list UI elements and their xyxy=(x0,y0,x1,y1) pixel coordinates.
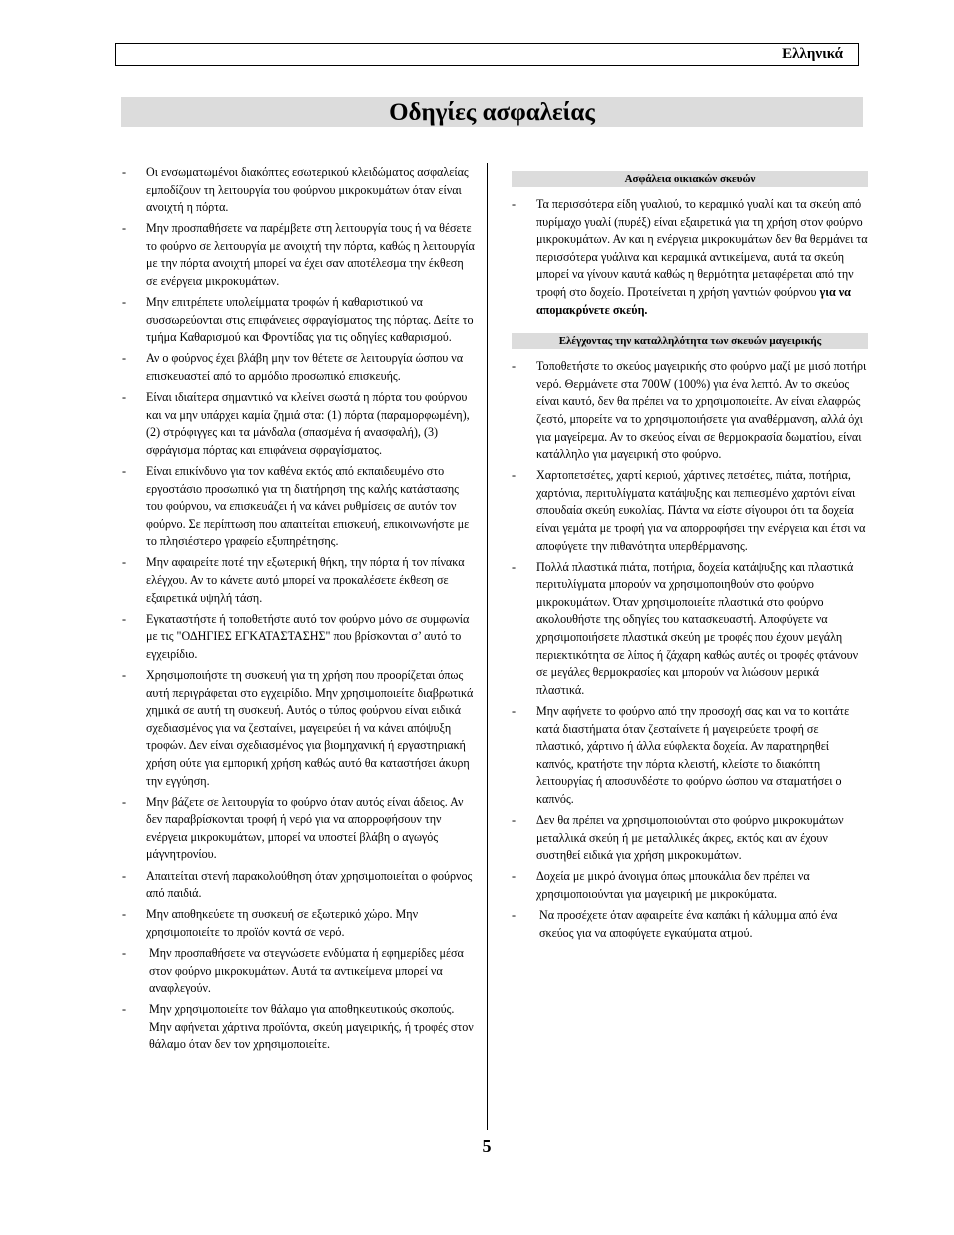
list-item: - Πολλά πλαστικά πιάτα, ποτήρια, δοχεία κατάψυξης και πλαστικά περιτυλίγματα μπορούν να χρησιμοποιηθούν στο φούρνο μικροκυμάτων. Όταν χρησιμοποιείτε πλαστικά στο φούρνο ακολουθήστε της οδηγίες του κατασκευαστή. Αποφύγετε να χρησιμοποιήσετε πλαστικά σκεύη με τροφές που έχουν μεγάλη περιεκτικότητα σε λίπος ή ζάχαρη καθώς αυτές οι τροφές φτάνουν σε μεγάλες θερμοκρασίες και μπορούν να λιώσουν μερικά πλαστικά. xyxy=(512,559,868,700)
item-bold-text: για να απομακρύνετε σκεύη. xyxy=(536,284,851,317)
language-header-box xyxy=(115,43,859,66)
list-item: - Μην αποθηκεύετε τη συσκευή σε εξωτερικό χώρο. Μην χρησιμοποιείτε το προϊόν κοντά σε νερό. xyxy=(122,906,478,941)
list-item: - Μην χρησιμοποιείτε τον θάλαμο για αποθηκευτικούς σκοπούς. Μην αφήνεται χάρτινα προϊόντα, σκεύη μαγειρικής, ή τροφές στον θάλαμο όταν δεν τον χρησιμοποιείτε. xyxy=(122,1001,478,1054)
page-number: 5 xyxy=(482,1136,492,1156)
list-item: - Χαρτοπετσέτες, χαρτί κεριού, χάρτινες πετσέτες, πιάτα, ποτήρια, χαρτόνια, περιτυλίγματα κατάψυξης και πεπιεσμένο χαρτόνι είναι σπουδαία σκεύη ευκολίας. Πάντα να είστε σίγουροι ότι τα δοχεία είναι γεμάτα με τροφή για να απορροφήσει την ενέργεια και έτσι να αποφύγετε την πιθανότητα υπερθέρμανσης. xyxy=(512,467,868,555)
list-item: - Μην βάζετε σε λειτουργία το φούρνο όταν αυτός είναι άδειος. Αν δεν παραβρίσκονται τροφή ή νερό για να απορροφήσουν την ενέργεια μικροκυμάτων, μπορεί να υποστεί βλάβη ο αγωγός μάγνητρονίου. xyxy=(122,794,478,864)
list-item xyxy=(512,196,868,319)
list-item: - Είναι επικίνδυνο για τον καθένα εκτός από εκπαιδευμένο στο εργοστάσιο προσωπικό για τη διατήρηση της καλής κατάστασης του φούρνου, να επισκευάζει ή να κάνει ρυθμίσεις σε αυτόν τον φούρνο. Σε περίπτωση που απαιτείται επισκευή, επικοινωνήστε με το πλησιέστερο γραφείο εξυπηρέτησης. xyxy=(122,463,478,551)
list-item: - Τοποθετήστε το σκεύος μαγειρικής στο φούρνο μαζί με μισό ποτήρι νερό. Θερμάνετε στα 700W (100%) για ένα λεπτό. Αν το σκεύος είναι καυτό, δεν θα πρέπει να το χρησιμοποιείτε. Αν είναι ελαφρώς ζεστό, μπορείτε να το χρησιμοποιήσετε για αναθέρμανση, αλλά όχι για μαγείρεμα. Αν το σκεύος είναι σε θερμοκρασία δωματίου, είναι κατάλληλο για μαγειρική στο φούρνο. xyxy=(512,358,868,464)
list-item: - Να προσέχετε όταν αφαιρείτε ένα καπάκι ή κάλυμμα από ένα σκεύος για να αποφύγετε εγκαύματα ατμού. xyxy=(512,907,868,942)
list-item: - Μην προσπαθήσετε να παρέμβετε στη λειτουργία τους ή να θέσετε το φούρνο σε λειτουργία με ανοιχτή την πόρτα, καθώς η λειτουργία με την πόρτα ανοιχτή μπορεί να έχει σαν αποτέλεσμα την έκθεση σε ενέργεια μικροκυμάτων. xyxy=(122,220,478,290)
cookware-safety-list xyxy=(512,196,868,319)
list-item: - Μην αφήνετε το φούρνο από την προσοχή σας και να το κοιτάτε κατά διαστήματα όταν ζεσταίνετε ή μαγειρεύετε τροφή σε πλαστικό, χάρτινο ή άλλα εύφλεκτα δοχεία. Αν παρατηρηθεί καπνός, κρατήστε την πόρτα κλειστή, κλείστε το διακόπτη λειτουργίας ή αποσυνδέστε το φούρνο ώσπου να σταματήσει ο καπνός. xyxy=(512,703,868,809)
title-bar xyxy=(121,97,863,127)
language-label: Ελληνικά xyxy=(782,46,843,62)
section-heading-cookware-suitability: Ελέγχοντας την καταλληλότητα των σκευών μαγειρικής xyxy=(512,333,868,349)
list-item: - Δεν θα πρέπει να χρησιμοποιούνται στο φούρνο μικροκυμάτων μεταλλικά σκεύη ή με μεταλλικές άκρες, εκτός και αν έχουν συστηθεί ειδικά για χρήση μικροκυμάτων. xyxy=(512,812,868,865)
list-item: - Χρησιμοποιήστε τη συσκευή για τη χρήση που προορίζεται όπως αυτή περιγράφεται στο εγχειρίδιο. Μην χρησιμοποιείτε διαβρωτικά χημικά σε αυτή τη συσκευή. Αυτός ο τύπος φούρνου είναι ειδικά σχεδιασμένος για να ζεσταίνει, μαγειρεύει ή να κάνει απόψυξη τροφών. Δεν είναι σχεδιασμένος για βιομηχανική ή εργαστηριακή χρήση ούτε για εμπορική χρήση καθώς αυτό θα καταστήσει άκυρη την εγγύηση. xyxy=(122,667,478,790)
list-item: - Απαιτείται στενή παρακολούθηση όταν χρησιμοποιείται ο φούρνος από παιδιά. xyxy=(122,868,478,903)
item-text: Τα περισσότερα είδη γυαλιού, το κεραμικό γυαλί και τα σκεύη από πυρίμαχο γυαλί (πυρέξ) είναι εξαιρετικά για τη χρήση στον φούρνο μικροκυμάτων. Αν και η ενέργεια μικροκυμάτων δεν θα θερμάνει τα περισσότερα γυάλινα και κεραμικά αντικείμενα, αυτά τα σκεύη μπορεί να γίνουν καυτά καθώς η θερμότητα μεταφέρεται από την τροφή στο δοχείο. Προτείνεται η χρήση γαντιών φούρνου xyxy=(536,197,868,299)
safety-list xyxy=(122,164,478,1054)
page-title: Οδηγίες ασφαλείας xyxy=(389,99,595,126)
right-column xyxy=(512,171,868,946)
list-item: - Δοχεία με μικρό άνοιγμα όπως μπουκάλια δεν πρέπει να χρησιμοποιούνται για μαγειρική με μικροκύματα. xyxy=(512,868,868,903)
list-item: - Μην προσπαθήσετε να στεγνώσετε ενδύματα ή εφημερίδες μέσα στον φούρνο μικροκυμάτων. Αυτά τα αντικείμενα μπορεί να αναφλεγούν. xyxy=(122,945,478,998)
list-item: - Μην αφαιρείτε ποτέ την εξωτερική θήκη, την πόρτα ή τον πίνακα ελέγχου. Αν το κάνετε αυτό μπορεί να προκαλέσετε έκθεση σε εξαιρετικά υψηλή τάση. xyxy=(122,554,478,607)
cookware-suitability-list xyxy=(512,358,868,942)
list-item: - Εγκαταστήστε ή τοποθετήστε αυτό τον φούρνο μόνο σε συμφωνία με τις "ΟΔΗΓΙΕΣ ΕΓΚΑΤΑΣΤΑΣΗΣ" που βρίσκονται σ’ αυτό το εγχειρίδιο. xyxy=(122,611,478,664)
list-item: - Αν ο φούρνος έχει βλάβη μην τον θέτετε σε λειτουργία ώσπου να επισκευαστεί από το αρμόδιο προσωπικό επισκευής. xyxy=(122,350,478,385)
list-item: - Είναι ιδιαίτερα σημαντικό να κλείνει σωστά η πόρτα του φούρνου και να μην υπάρχει καμία ζημιά στα: (1) πόρτα (παραμορφωμένη), (2) στρόφιγγες και τα μάνδαλα (σπασμένα ή ανασφαλή), (3) σφράγισμα πόρτας και επιφάνεια σφραγίσματος. xyxy=(122,389,478,459)
list-item: - Μην επιτρέπετε υπολείμματα τροφών ή καθαριστικού να συσσωρεύονται στις επιφάνειες σφραγίσματος της πόρτας. Δείτε το τμήμα Καθαρισμού και Φροντίδας για τις οδηγίες καθαρισμού. xyxy=(122,294,478,347)
column-divider xyxy=(487,163,488,1130)
left-column xyxy=(122,164,478,1058)
section-heading-cookware-safety: Ασφάλεια οικιακών σκευών xyxy=(512,171,868,187)
list-item: - Οι ενσωματωμένοι διακόπτες εσωτερικού κλειδώματος ασφαλείας εμποδίζουν τη λειτουργία του φούρνου μικροκυμάτων όταν είναι ανοιχτή η πόρτα. xyxy=(122,164,478,217)
